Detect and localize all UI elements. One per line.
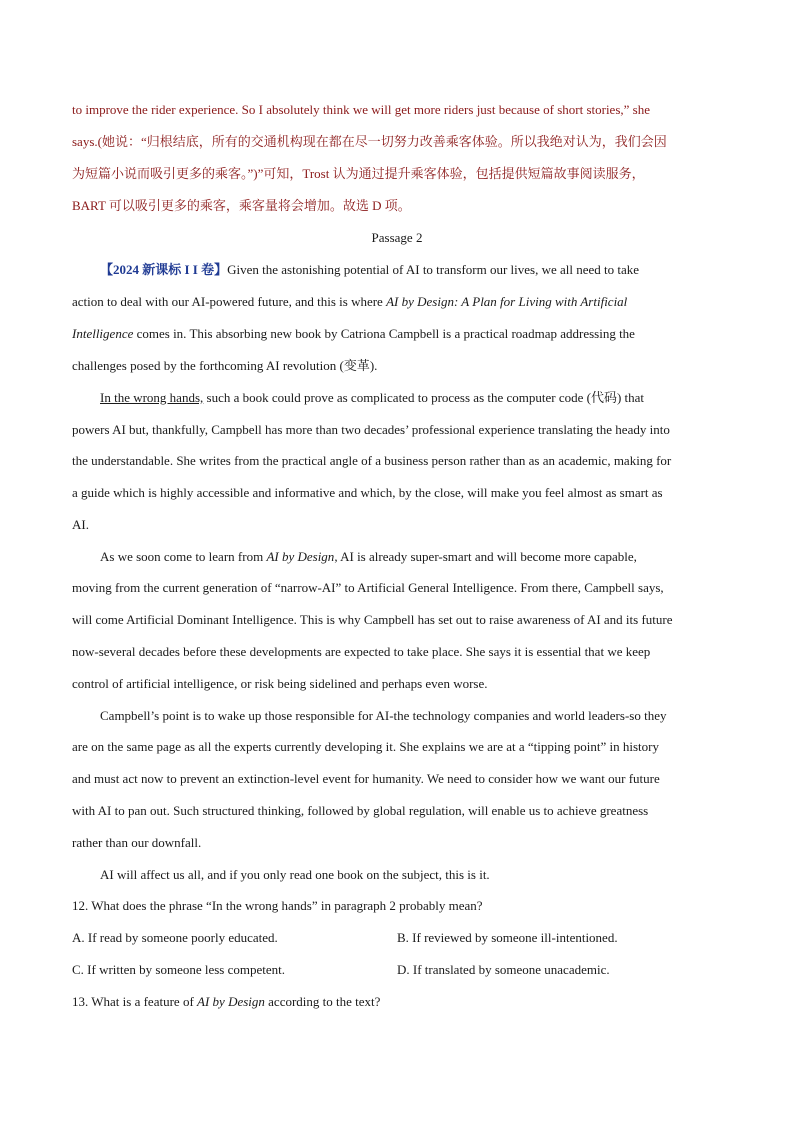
paragraph-2-line-5: AI. [72, 517, 89, 532]
paragraph-3-line-5: control of artificial intelligence, or risk being sidelined and perhaps even worse. [72, 676, 488, 691]
explanation-line-3: 为短篇小说而吸引更多的乘客。”)”可知，Trost 认为通过提升乘客体验，包括提供短篇故事阅读服务， [72, 166, 645, 181]
paragraph-2-line-3: the understandable. She writes from the practical angle of a business person rather than as an academic, making for [72, 453, 672, 468]
paragraph-3-line-1: As we soon come to learn from AI by Design, AI is already super-smart and will become more capable, [100, 549, 637, 564]
paragraph-2-line-2: powers AI but, thankfully, Campbell has more than two decades’ professional experience translating the heady into [72, 422, 670, 437]
underlined-phrase: In the wrong hands, [100, 390, 204, 405]
question-13-stem: 13. What is a feature of AI by Design according to the text? [72, 994, 381, 1009]
paragraph-3-line-3: will come Artificial Dominant Intelligence. This is why Campbell has set out to raise awareness of AI and its future [72, 612, 673, 627]
source-tag: 【2024 新课标 I I 卷】 [100, 262, 228, 277]
paragraph-4-line-5: rather than our downfall. [72, 835, 202, 850]
question-12-option-c: C. If written by someone less competent. [72, 962, 286, 977]
paragraph-4-line-3: and must act now to prevent an extinction-level event for humanity. We need to consider how we want our future [72, 771, 660, 786]
paragraph-4-line-1: Campbell’s point is to wake up those responsible for AI-the technology companies and world leaders-so they [100, 708, 667, 723]
paragraph-3-line-2: moving from the current generation of “narrow-AI” to Artificial General Intelligence. From there, Campbell says, [72, 580, 664, 595]
paragraph-1-line-3: Intelligence comes in. This absorbing new book by Catriona Campbell is a practical roadmap addressing the [72, 326, 635, 341]
question-12-option-a: A. If read by someone poorly educated. [72, 930, 278, 945]
passage-title: Passage 2 [371, 230, 423, 245]
paragraph-1-line-4: challenges posed by the forthcoming AI revolution (变革). [72, 358, 378, 373]
book-title: AI by Design [266, 549, 335, 564]
paragraph-4-line-4: with AI to pan out. Such structured thinking, followed by global regulation, will enable us to achieve greatness [72, 803, 649, 818]
paragraph-2-line-1: In the wrong hands, such a book could prove as complicated to process as the computer code (代码) that [100, 390, 645, 405]
question-12-stem: 12. What does the phrase “In the wrong hands” in paragraph 2 probably mean? [72, 898, 483, 913]
book-title: AI by Design [197, 994, 265, 1009]
paragraph-2-line-4: a guide which is highly accessible and informative and which, by the close, will make you feel almost as smart as [72, 485, 663, 500]
explanation-line-4: BART 可以吸引更多的乘客，乘客量将会增加。故选 D 项。 [72, 198, 411, 213]
paragraph-3-line-4: now-several decades before these developments are expected to take place. She says it is essential that we keep [72, 644, 651, 659]
explanation-line-1: to improve the rider experience. So I absolutely think we will get more riders just because of short stories,” she [72, 102, 650, 117]
question-12-option-b: B. If reviewed by someone ill-intentioned. [397, 930, 618, 945]
explanation-line-2: says.(她说：“归根结底，所有的交通机构现在都在尽一切努力改善乘客体验。所以我绝对认为，我们会因 [72, 134, 667, 149]
paragraph-4-line-2: are on the same page as all the experts currently developing it. She explains we are at a “tipping point” in history [72, 739, 659, 754]
paragraph-1-line-1: 【2024 新课标 I I 卷】Given the astonishing potential of AI to transform our lives, we all need to take [100, 262, 640, 277]
book-title: AI by Design: A Plan for Living with Artificial [386, 294, 628, 309]
book-title: Intelligence [72, 326, 134, 341]
question-12-option-d: D. If translated by someone unacademic. [397, 962, 610, 977]
paragraph-5: AI will affect us all, and if you only read one book on the subject, this is it. [100, 867, 490, 882]
paragraph-1-line-2: action to deal with our AI-powered future, and this is where AI by Design: A Plan for Living with Artificial [72, 294, 628, 309]
